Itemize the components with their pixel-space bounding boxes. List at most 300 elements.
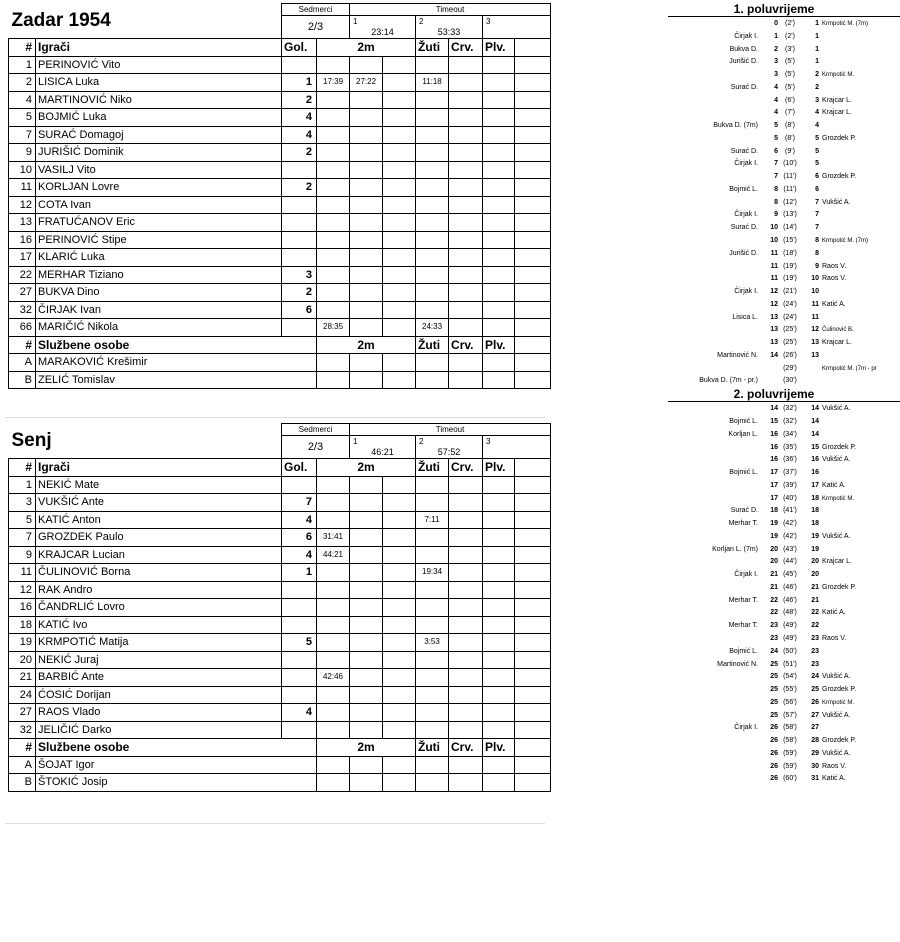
- player-name: GROZDEK Paulo: [36, 529, 282, 547]
- player-red: [449, 564, 483, 582]
- player-yellow: [416, 581, 449, 599]
- sedmerci-value: 2/3: [282, 16, 350, 39]
- player-red: [449, 91, 483, 109]
- official-cell: [416, 371, 449, 389]
- officials-header-red: Crv.: [449, 739, 483, 757]
- col-header-blue: Plv.: [483, 459, 515, 477]
- player-blue: [483, 669, 515, 687]
- away-score: 31: [811, 775, 819, 783]
- player-2m-2: [350, 196, 383, 214]
- event-row: [668, 595, 900, 608]
- home-scorer: Jurišić D.: [729, 249, 758, 257]
- player-number: 1: [9, 56, 36, 74]
- player-goals: [282, 599, 317, 617]
- col-header-extra: [515, 459, 551, 477]
- home-score: 26: [770, 724, 778, 732]
- col-header-red: Crv.: [449, 459, 483, 477]
- player-2m-1: [317, 179, 350, 197]
- player-goals: [282, 651, 317, 669]
- away-scorer: Čulinović B.: [822, 327, 854, 334]
- player-number: 7: [9, 126, 36, 144]
- event-row: [668, 646, 900, 659]
- player-2m-2: [350, 721, 383, 739]
- event-row: [668, 107, 900, 120]
- player-red: [449, 126, 483, 144]
- home-score: 17: [770, 494, 778, 502]
- player-number: 24: [9, 686, 36, 704]
- player-red: [449, 179, 483, 197]
- col-header-player: Igrači: [36, 459, 282, 477]
- away-score: 21: [811, 583, 819, 591]
- player-yellow: 19:34: [416, 564, 449, 582]
- timeout-label: Timeout: [350, 424, 551, 436]
- player-extra: [515, 599, 551, 617]
- timeout-2: [416, 16, 483, 39]
- player-blue: [483, 599, 515, 617]
- player-2m-1: [317, 599, 350, 617]
- official-cell: [449, 371, 483, 389]
- home-score: 23: [770, 634, 778, 642]
- event-minute: (39'): [783, 481, 797, 489]
- event-row: [668, 697, 900, 710]
- player-name: RAOS Vlado: [36, 704, 282, 722]
- player-2m-3: [383, 144, 416, 162]
- official-cell: [317, 774, 350, 792]
- player-blue: [483, 161, 515, 179]
- player-yellow: 11:18: [416, 74, 449, 92]
- official-row: [9, 774, 551, 792]
- player-name: ĆOSIĆ Dorijan: [36, 686, 282, 704]
- event-row: [668, 454, 900, 467]
- player-goals: 6: [282, 529, 317, 547]
- event-minute: (26'): [783, 351, 797, 359]
- player-2m-3: [383, 91, 416, 109]
- player-yellow: [416, 179, 449, 197]
- home-score: 7: [774, 160, 778, 168]
- official-name: MARAKOVIĆ Krešimir: [36, 354, 317, 372]
- player-number: 16: [9, 231, 36, 249]
- table-row: [9, 319, 551, 337]
- player-name: BARBIĆ Ante: [36, 669, 282, 687]
- player-goals: [282, 616, 317, 634]
- player-number: 66: [9, 319, 36, 337]
- event-minute: (21'): [783, 288, 797, 296]
- player-red: [449, 651, 483, 669]
- away-score: 1: [815, 45, 819, 53]
- officials-header-2m: 2m: [317, 336, 416, 354]
- table-row: [9, 704, 551, 722]
- home-score: 17: [770, 469, 778, 477]
- player-number: 2: [9, 74, 36, 92]
- official-letter: B: [9, 774, 36, 792]
- player-2m-1: [317, 634, 350, 652]
- away-score: 8: [815, 237, 819, 245]
- event-minute: (18'): [783, 249, 797, 257]
- event-row: [668, 31, 900, 44]
- table-row: [9, 301, 551, 319]
- player-extra: [515, 651, 551, 669]
- player-2m-2: [350, 179, 383, 197]
- player-number: 9: [9, 144, 36, 162]
- player-goals: 5: [282, 634, 317, 652]
- player-extra: [515, 529, 551, 547]
- event-minute: (19'): [783, 275, 797, 283]
- player-name: KLARIĆ Luka: [36, 249, 282, 267]
- event-row: [668, 82, 900, 95]
- official-cell: [483, 756, 515, 774]
- timeout-number: 1: [353, 437, 358, 446]
- event-row: [668, 18, 900, 31]
- player-name: ČANDRLIĆ Lovro: [36, 599, 282, 617]
- event-row: [668, 748, 900, 761]
- player-blue: [483, 179, 515, 197]
- player-blue: [483, 704, 515, 722]
- player-extra: [515, 634, 551, 652]
- player-goals: [282, 56, 317, 74]
- event-minute: (42'): [783, 520, 797, 528]
- player-blue: [483, 319, 515, 337]
- player-2m-3: [383, 214, 416, 232]
- away-score: 16: [811, 469, 819, 477]
- event-minute: (6'): [785, 96, 795, 104]
- timeout-time: 46:21: [371, 447, 394, 457]
- player-2m-3: [383, 284, 416, 302]
- away-score: 21: [811, 596, 819, 604]
- event-minute: (10'): [783, 160, 797, 168]
- player-2m-1: [317, 284, 350, 302]
- away-score: 17: [811, 481, 819, 489]
- event-minute: (56'): [783, 698, 797, 706]
- event-minute: (58'): [783, 724, 797, 732]
- event-minute: (30'): [783, 377, 797, 385]
- player-blue: [483, 126, 515, 144]
- player-2m-3: [383, 476, 416, 494]
- player-yellow: [416, 529, 449, 547]
- player-blue: [483, 721, 515, 739]
- official-cell: [515, 354, 551, 372]
- player-yellow: 7:11: [416, 511, 449, 529]
- official-cell: [350, 774, 383, 792]
- col-header-yellow: Žuti: [416, 39, 449, 57]
- official-cell: [383, 756, 416, 774]
- event-row: [668, 773, 900, 786]
- player-extra: [515, 686, 551, 704]
- player-red: [449, 266, 483, 284]
- home-score: 8: [774, 185, 778, 193]
- player-2m-2: [350, 476, 383, 494]
- official-cell: [515, 371, 551, 389]
- player-yellow: 3:53: [416, 634, 449, 652]
- home-score: 7: [774, 173, 778, 181]
- timeout-time: 57:52: [437, 447, 461, 457]
- player-2m-1: [317, 249, 350, 267]
- col-header-num: #: [9, 39, 36, 57]
- player-2m-3: [383, 161, 416, 179]
- player-2m-2: [350, 91, 383, 109]
- player-name: COTA Ivan: [36, 196, 282, 214]
- away-score: 27: [811, 724, 819, 732]
- player-goals: 1: [282, 74, 317, 92]
- home-scorer: Surać D.: [730, 147, 758, 155]
- home-score: 18: [770, 507, 778, 515]
- event-minute: (8'): [785, 122, 795, 130]
- home-scorer: Bojmić L.: [729, 185, 758, 193]
- official-cell: [449, 774, 483, 792]
- home-scorer: Merhar T.: [728, 596, 758, 604]
- away-score: 7: [815, 211, 819, 219]
- home-scorer: Lisica L.: [732, 313, 758, 321]
- away-score: 25: [811, 686, 819, 694]
- player-name: RAK Andro: [36, 581, 282, 599]
- event-row: [668, 146, 900, 159]
- away-scorer: Krmpotić M.: [822, 72, 855, 79]
- away-score: 13: [811, 339, 819, 347]
- table-row: [9, 91, 551, 109]
- player-number: 13: [9, 214, 36, 232]
- player-2m-1: [317, 231, 350, 249]
- away-scorer: Grozdek P.: [822, 134, 857, 142]
- event-row: [668, 607, 900, 620]
- player-extra: [515, 91, 551, 109]
- away-scorer: Vukšić A.: [822, 673, 851, 681]
- away-scorer: Katić A.: [822, 609, 846, 617]
- event-minute: (58'): [783, 737, 797, 745]
- officials-header-yellow: Žuti: [416, 739, 449, 757]
- player-blue: [483, 301, 515, 319]
- player-yellow: [416, 546, 449, 564]
- table-row: [9, 616, 551, 634]
- home-score: 21: [770, 571, 778, 579]
- player-blue: [483, 91, 515, 109]
- player-goals: [282, 231, 317, 249]
- officials-header-yellow: Žuti: [416, 336, 449, 354]
- player-2m-1: [317, 196, 350, 214]
- away-scorer: Krmpotić M. (7m - pr: [822, 365, 877, 372]
- player-2m-3: [383, 581, 416, 599]
- player-blue: [483, 494, 515, 512]
- player-2m-1: [317, 476, 350, 494]
- event-row: [668, 416, 900, 429]
- player-2m-2: [350, 126, 383, 144]
- player-extra: [515, 109, 551, 127]
- away-scorer: Krmpotić M. (7m): [822, 238, 869, 245]
- table-row: [9, 161, 551, 179]
- event-minute: (51'): [783, 660, 797, 668]
- official-cell: [449, 756, 483, 774]
- player-extra: [515, 249, 551, 267]
- home-score: 25: [770, 660, 778, 668]
- table-row: [9, 249, 551, 267]
- player-blue: [483, 581, 515, 599]
- player-2m-3: [383, 511, 416, 529]
- player-2m-1: [317, 581, 350, 599]
- away-scorer: Grozdek P.: [822, 737, 857, 745]
- away-score: 10: [811, 275, 819, 283]
- table-row: [9, 56, 551, 74]
- col-header-red: Crv.: [449, 39, 483, 57]
- away-score: 5: [815, 147, 819, 155]
- player-2m-3: [383, 126, 416, 144]
- away-score: 1: [815, 20, 819, 27]
- officials-header-extra: [515, 739, 551, 757]
- player-2m-1: [317, 686, 350, 704]
- away-scorer: Vukšić A.: [822, 532, 851, 540]
- official-cell: [515, 756, 551, 774]
- player-name: JELIČIĆ Darko: [36, 721, 282, 739]
- away-scorer: Krajcar L.: [822, 339, 852, 347]
- home-score: 26: [770, 749, 778, 757]
- timeout-number: 1: [353, 17, 358, 26]
- event-minute: (49'): [783, 622, 797, 630]
- team-name: Zadar 1954: [9, 4, 282, 39]
- event-minute: (50'): [783, 647, 797, 655]
- player-name: MERHAR Tiziano: [36, 266, 282, 284]
- home-score: 13: [770, 339, 778, 347]
- player-yellow: [416, 144, 449, 162]
- player-goals: [282, 721, 317, 739]
- event-row: [668, 56, 900, 69]
- player-name: SURAĆ Domagoj: [36, 126, 282, 144]
- timeout-time: 53:33: [437, 27, 461, 37]
- player-blue: [483, 109, 515, 127]
- player-extra: [515, 616, 551, 634]
- table-row: [9, 511, 551, 529]
- player-name: VUKŠIĆ Ante: [36, 494, 282, 512]
- player-yellow: [416, 301, 449, 319]
- home-score: 25: [770, 711, 778, 719]
- player-yellow: [416, 704, 449, 722]
- col-header-num: #: [9, 459, 36, 477]
- home-score: 24: [770, 647, 778, 655]
- player-number: 11: [9, 179, 36, 197]
- home-score: 25: [770, 673, 778, 681]
- player-name: PERINOVIĆ Vito: [36, 56, 282, 74]
- player-name: MARTINOVIĆ Niko: [36, 91, 282, 109]
- player-2m-1: [317, 721, 350, 739]
- table-row: [9, 214, 551, 232]
- player-2m-2: [350, 546, 383, 564]
- away-score: 9: [815, 262, 819, 270]
- player-2m-1: 28:35: [317, 319, 350, 337]
- player-blue: [483, 686, 515, 704]
- player-goals: 6: [282, 301, 317, 319]
- official-cell: [350, 371, 383, 389]
- event-row: [668, 69, 900, 82]
- away-scorer: Krmpotić M.: [822, 495, 855, 502]
- player-red: [449, 686, 483, 704]
- player-extra: [515, 319, 551, 337]
- player-number: 18: [9, 616, 36, 634]
- event-minute: (43'): [783, 545, 797, 553]
- home-score: 23: [770, 622, 778, 630]
- official-letter: A: [9, 354, 36, 372]
- away-score: 2: [815, 71, 819, 79]
- home-scorer: Čirjak I.: [734, 288, 758, 296]
- player-2m-2: [350, 144, 383, 162]
- player-2m-3: [383, 109, 416, 127]
- home-score: 11: [770, 262, 778, 270]
- home-scorer: Merhar T.: [728, 622, 758, 630]
- player-red: [449, 109, 483, 127]
- away-scorer: Raos V.: [822, 275, 847, 283]
- player-blue: [483, 511, 515, 529]
- away-score: 27: [811, 711, 819, 719]
- event-minute: (2'): [785, 32, 795, 40]
- home-scorer: Bukva D. (7m): [713, 122, 758, 130]
- home-score: 16: [770, 430, 778, 438]
- table-row: [9, 266, 551, 284]
- event-minute: (7'): [785, 109, 795, 117]
- event-minute: (13'): [783, 211, 797, 219]
- table-row: [9, 599, 551, 617]
- home-score: 3: [774, 58, 778, 66]
- player-number: 12: [9, 581, 36, 599]
- player-number: 9: [9, 546, 36, 564]
- team-name: Senj: [9, 424, 282, 459]
- col-header-player: Igrači: [36, 39, 282, 57]
- table-row: [9, 74, 551, 92]
- event-row: [668, 44, 900, 57]
- home-scorer: Jurišić D.: [729, 58, 758, 66]
- home-score: 22: [770, 596, 778, 604]
- away-score: 18: [811, 507, 819, 515]
- away-scorer: Grozdek P.: [822, 583, 857, 591]
- player-2m-1: 31:41: [317, 529, 350, 547]
- home-scorer: Surać D.: [730, 507, 758, 515]
- event-minute: (2'): [785, 20, 795, 27]
- event-minute: (55'): [783, 686, 797, 694]
- player-yellow: [416, 599, 449, 617]
- player-2m-2: [350, 634, 383, 652]
- player-2m-1: [317, 494, 350, 512]
- player-number: 27: [9, 704, 36, 722]
- player-extra: [515, 494, 551, 512]
- event-row: [668, 761, 900, 774]
- player-goals: 2: [282, 144, 317, 162]
- event-minute: (24'): [783, 313, 797, 321]
- player-2m-2: [350, 669, 383, 687]
- player-number: 19: [9, 634, 36, 652]
- official-cell: [416, 774, 449, 792]
- event-row: [668, 403, 900, 416]
- player-goals: 2: [282, 91, 317, 109]
- home-score: 12: [770, 288, 778, 296]
- player-2m-1: [317, 109, 350, 127]
- home-score: 20: [770, 545, 778, 553]
- player-goals: [282, 214, 317, 232]
- event-row: [668, 531, 900, 544]
- officials-header-label: Službene osobe: [36, 336, 317, 354]
- player-name: ČULINOVIĆ Borna: [36, 564, 282, 582]
- player-blue: [483, 529, 515, 547]
- away-scorer: Krajcar L.: [822, 96, 852, 104]
- home-score: 5: [774, 122, 778, 130]
- home-score: 22: [770, 609, 778, 617]
- official-letter: A: [9, 756, 36, 774]
- player-number: 1: [9, 476, 36, 494]
- player-name: KATIĆ Anton: [36, 511, 282, 529]
- home-score: 6: [774, 147, 778, 155]
- player-red: [449, 161, 483, 179]
- player-name: BOJMIĆ Luka: [36, 109, 282, 127]
- player-yellow: [416, 56, 449, 74]
- player-extra: [515, 476, 551, 494]
- away-score: 1: [815, 58, 819, 66]
- event-minute: (35'): [783, 443, 797, 451]
- player-yellow: [416, 651, 449, 669]
- event-minute: (19'): [783, 262, 797, 270]
- player-2m-3: [383, 56, 416, 74]
